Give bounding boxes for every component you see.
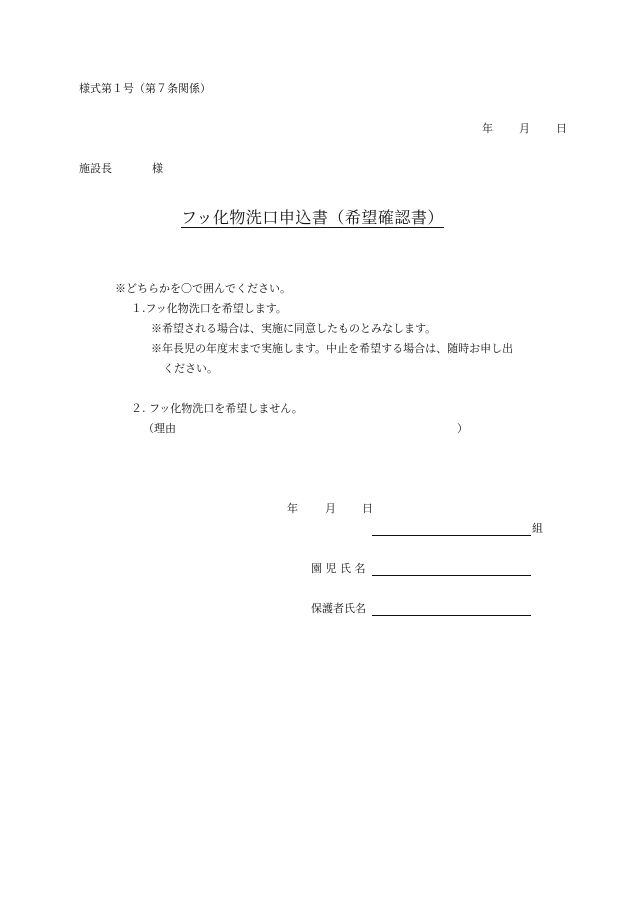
option-1-note-1: ※希望される場合は、実施に同意したものとみなします。: [151, 322, 437, 335]
option-2-label: ２. フッ化物洗口を希望しません。: [131, 402, 303, 415]
document-title: フッ化物洗口申込書（希望確認書）: [181, 208, 444, 227]
form-number: 様式第１号（第７条関係）: [79, 82, 211, 95]
date-top-year: 年: [482, 122, 493, 135]
date-top-month: 月: [519, 122, 530, 135]
option-1-note-2-line-1: ※年長児の年度末まで実施します。中止を希望する場合は、随時お申し出: [151, 342, 514, 355]
child-name-label: 園 児 氏 名: [311, 562, 366, 575]
option-1-note-2-line-2: ください。: [163, 362, 218, 375]
reason-close: ）: [457, 422, 468, 435]
date-bottom-month: 月: [325, 502, 336, 515]
date-top-day: 日: [556, 122, 567, 135]
date-bottom-day: 日: [362, 502, 373, 515]
class-underline[interactable]: [372, 535, 531, 536]
date-bottom-year: 年: [287, 502, 298, 515]
option-1-label: １.フッ化物洗口を希望します。: [131, 302, 287, 315]
reason-open: （理由: [143, 422, 176, 435]
child-name-underline[interactable]: [372, 575, 531, 576]
instruction: ※どちらかを〇で囲んでください。: [115, 282, 291, 295]
guardian-name-label: 保護者氏名: [311, 602, 366, 615]
class-suffix: 組: [532, 522, 543, 535]
addressee-honorific: 様: [152, 162, 163, 175]
addressee-role: 施設長: [79, 162, 112, 175]
guardian-name-underline[interactable]: [372, 615, 531, 616]
